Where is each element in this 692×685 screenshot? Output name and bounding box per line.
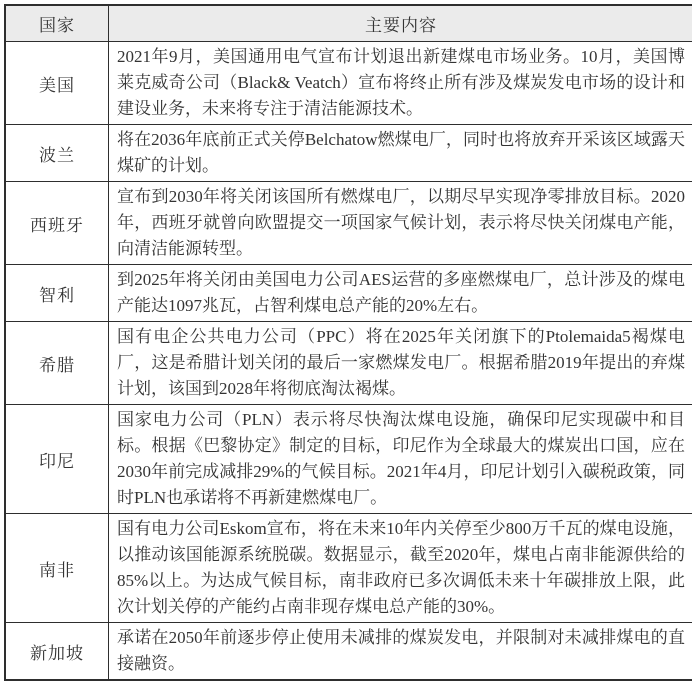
table-row [5,405,692,514]
country-cell: 波兰 [5,125,109,182]
table-row [5,42,692,125]
table-row [5,265,692,322]
table-row [5,125,692,182]
content-cell: 国家电力公司（PLN）表示将尽快淘汰煤电设施，确保印尼实现碳中和目标。根据《巴黎协定》制定的目标，印尼作为全球最大的煤炭出口国，应在2030年前完成减排29%的气候目标。2021年4月，印尼计划引入碳税政策，同时PLN也承诺将不再新建燃煤电厂。 [109,405,692,514]
content-cell: 国有电企公共电力公司（PPC）将在2025年关闭旗下的Ptolemaida5褐煤电厂，这是希腊计划关闭的最后一家燃煤发电厂。根据希腊2019年提出的弃煤计划，该国到2028年将彻底淘汰褐煤。 [109,322,692,405]
country-cell: 希腊 [5,322,109,405]
country-cell: 新加坡 [5,623,109,681]
table-body [5,42,692,681]
country-cell: 西班牙 [5,182,109,265]
country-column-header: 国家 [5,5,109,42]
content-cell: 到2025年将关闭由美国电力公司AES运营的多座燃煤电厂，总计涉及的煤电产能达1097兆瓦，占智利煤电总产能的20%左右。 [109,265,692,322]
table-row [5,623,692,681]
content-cell: 将在2036年底前正式关停Belchatow燃煤电厂，同时也将放弃开采该区域露天煤矿的计划。 [109,125,692,182]
table-row [5,322,692,405]
coal-phaseout-table [4,4,692,681]
table-row [5,182,692,265]
content-cell: 2021年9月，美国通用电气宣布计划退出新建煤电市场业务。10月，美国博莱克威奇公司（Black& Veatch）宣布将终止所有涉及煤炭发电市场的设计和建设业务，未来将专注于清洁能源技术。 [109,42,692,125]
country-cell: 智利 [5,265,109,322]
content-column-header: 主要内容 [109,5,692,42]
content-cell: 承诺在2050年前逐步停止使用未减排的煤炭发电，并限制对未减排煤电的直接融资。 [109,623,692,681]
content-cell: 宣布到2030年将关闭该国所有燃煤电厂，以期尽早实现净零排放目标。2020年，西班牙就曾向欧盟提交一项国家气候计划，表示将尽快关闭煤电产能，向清洁能源转型。 [109,182,692,265]
table-head [5,5,692,42]
header-row [5,5,692,42]
country-cell: 南非 [5,514,109,623]
country-cell: 印尼 [5,405,109,514]
table-row [5,514,692,623]
content-cell: 国有电力公司Eskom宣布，将在未来10年内关停至少800万千瓦的煤电设施，以推动该国能源系统脱碳。数据显示，截至2020年，煤电占南非能源供给的85%以上。为达成气候目标，南非政府已多次调低未来十年碳排放上限，此次计划关停的产能约占南非现存煤电总产能的30%。 [109,514,692,623]
country-cell: 美国 [5,42,109,125]
